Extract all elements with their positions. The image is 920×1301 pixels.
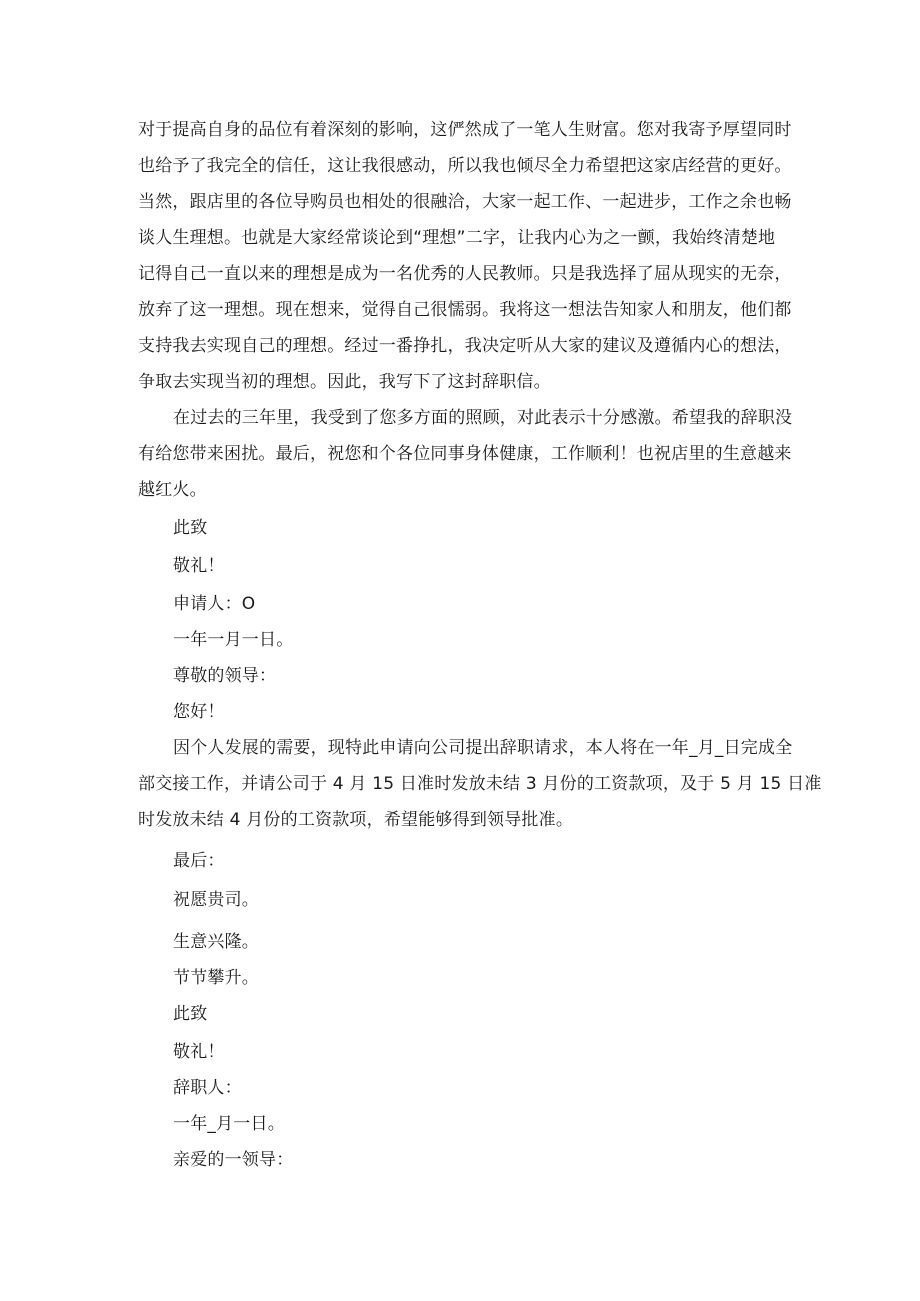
paragraph-line: 时发放未结 4 月份的工资款项，希望能够得到领导批准。: [138, 810, 574, 830]
closing-jingli: 敬礼！: [173, 1042, 225, 1062]
paragraph-line: 在过去的三年里，我受到了您多方面的照顾，对此表示十分感激。希望我的辞职没: [173, 408, 793, 428]
paragraph-line: 有给您带来困扰。最后，祝您和个各位同事身体健康，工作顺利！也祝店里的生意越来: [138, 444, 792, 464]
resigner-signature: 辞职人：: [173, 1078, 242, 1098]
paragraph-line: 当然，跟店里的各位导购员也相处的很融洽，大家一起工作、一起进步，工作之余也畅: [138, 192, 792, 212]
letter-salutation: 亲爱的一领导：: [173, 1150, 294, 1170]
paragraph-line: 因个人发展的需要，现特此申请向公司提出辞职请求，本人将在一年_月_日完成全: [173, 738, 793, 758]
paragraph-line: 放弃了这一理想。现在想来，觉得自己很懦弱。我将这一想法告知家人和朋友，他们都: [138, 300, 792, 320]
closing-cizhi: 此致: [173, 1004, 208, 1024]
paragraph-line: 谈人生理想。也就是大家经常谈论到“理想”二字，让我内心为之一颤，我始终清楚地: [138, 228, 776, 248]
applicant-signature: 申请人：O: [173, 594, 256, 614]
closing-zuihou: 最后：: [173, 851, 225, 871]
closing-date: 一年_月一日。: [173, 1114, 285, 1134]
letter-greeting: 您好！: [173, 702, 225, 722]
paragraph-line: 部交接工作，并请公司于 4 月 15 日准时发放未结 3 月份的工资款项，及于 5 月 15 日准: [138, 774, 822, 794]
paragraph-line: 记得自己一直以来的理想是成为一名优秀的人民教师。只是我选择了屈从现实的无奈，: [138, 264, 792, 284]
paragraph-line: 支持我去实现自己的理想。经过一番挣扎，我决定听从大家的建议及遵循内心的想法，: [138, 336, 792, 356]
closing-date: 一年一月一日。: [173, 630, 294, 650]
paragraph-line: 也给予了我完全的信任，这让我很感动，所以我也倾尽全力希望把这家店经营的更好。: [138, 156, 792, 176]
closing-xinglong: 生意兴隆。: [173, 932, 259, 952]
paragraph-line: 对于提高自身的品位有着深刻的影响，这俨然成了一笔人生财富。您对我寄予厚望同时: [138, 120, 792, 140]
closing-pansheng: 节节攀升。: [173, 968, 259, 988]
paragraph-line: 争取去实现当初的理想。因此，我写下了这封辞职信。: [138, 372, 551, 392]
closing-zhuyuan: 祝愿贵司。: [173, 890, 259, 910]
letter-salutation: 尊敬的领导：: [173, 666, 277, 686]
closing-cizhi: 此致: [173, 518, 208, 538]
paragraph-line: 越红火。: [138, 480, 207, 500]
closing-jingli: 敬礼！: [173, 556, 225, 576]
